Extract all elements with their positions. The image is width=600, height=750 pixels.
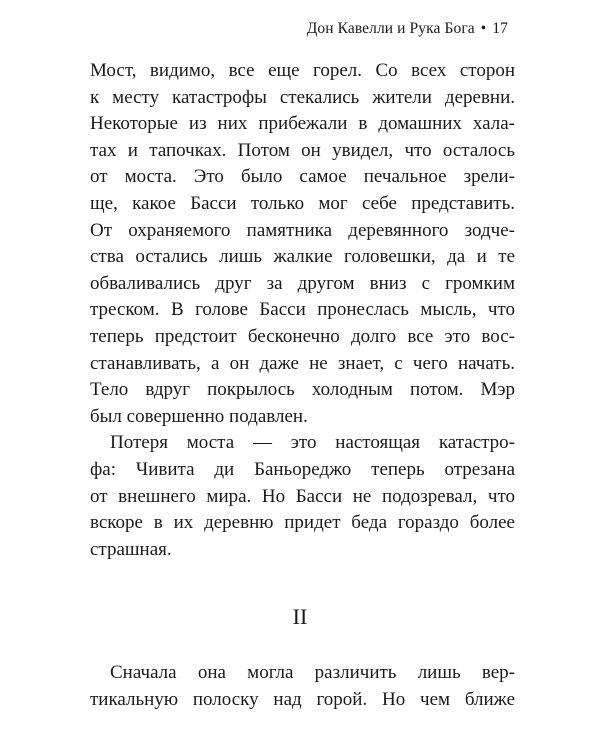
text-line: ства остались лишь жалкие головешки, да и те (90, 246, 515, 268)
paragraph-2 (90, 430, 515, 563)
text-line: обваливались друг за другом вниз с громким (90, 272, 515, 294)
text-line: тах и тапочках. Потом он увидел, что осталось (90, 139, 515, 161)
paragraph-1 (90, 58, 515, 430)
text-line: к месту катастрофы стекались жители деревни. (90, 86, 515, 108)
text-line: тикальную полоску над горой. Но чем ближе (90, 688, 515, 710)
chapter-text (90, 660, 515, 713)
text-line: Сначала она могла различить лишь вер- (110, 662, 515, 683)
text-line: ще, какое Басси только мог себе представить. (90, 192, 515, 214)
text-line: Тело вдруг покрылось холодным потом. Мэр (90, 379, 515, 401)
text-line: был совершенно подавлен. (90, 405, 308, 427)
text-line: теперь предстоит бесконечно долго все это вос- (90, 325, 515, 347)
text-line: от внешнего мира. Но Басси не подозревал, что (90, 485, 515, 507)
text-line: От охраняемого памятника деревянного зодче- (90, 219, 515, 241)
text-line: треском. В голове Басси пронеслась мысль, что (90, 299, 515, 321)
page-number: 17 (492, 20, 508, 37)
chapter-number: II (292, 604, 308, 629)
running-header (307, 20, 508, 38)
header-separator: • (480, 20, 487, 37)
text-line: от моста. Это было самое печальное зрели- (90, 166, 515, 188)
text-line: вскоре в их деревню придет беда гораздо более (90, 512, 515, 534)
text-line: Мост, видимо, все еще горел. Со всех сторон (90, 60, 515, 81)
book-title: Дон Кавелли и Рука Бога (306, 20, 475, 37)
body-text (90, 58, 515, 563)
text-line: станавливать, а он даже не знает, с чего начать. (90, 352, 515, 374)
text-line: страшная. (90, 538, 172, 560)
text-line: фа: Чивита ди Баньореджо теперь отрезана (90, 458, 515, 480)
text-line: Некоторые из них прибежали в домашних хала- (90, 113, 515, 135)
text-line: Потеря моста — это настоящая катастро- (110, 432, 515, 454)
